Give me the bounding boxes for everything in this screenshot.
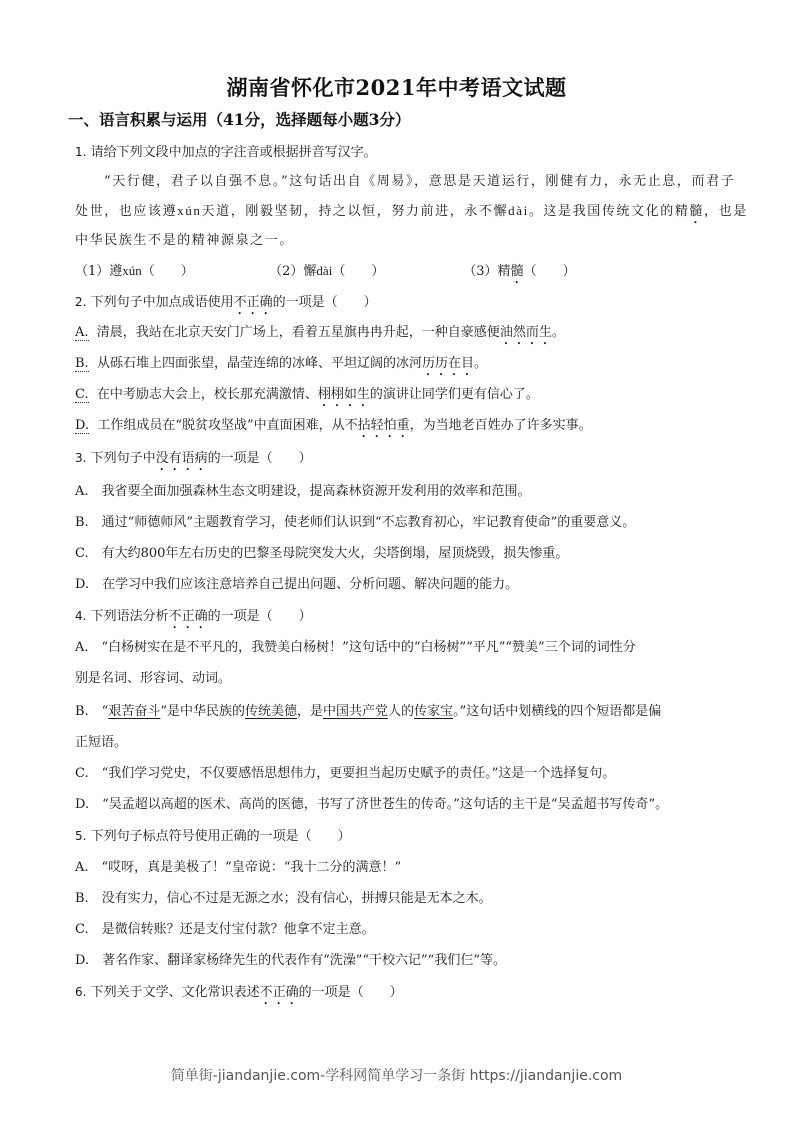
question-2-option-a[interactable]: A. 清晨，我站在北京天安门广场上，看着五星旗冉冉升起，一种自豪感便油然而生。 <box>75 325 565 340</box>
question-2-option-d[interactable]: D. 工作组成员在“脱贫攻坚战”中直面困难，从不拈轻怕重，为当地老百姓办了许多实事。 <box>75 418 592 433</box>
question-5-option-b[interactable]: B. 没有实力，信心不过是无源之水；没有信心，拼搏只能是无本之木。 <box>75 891 492 906</box>
passage-line-2: 处世，也应该遵xún天道，刚毅坚韧，持之以恒，努力前进，永不懈dài。这是我国传统文化的精髓，也是 <box>75 203 748 219</box>
answer-blank[interactable]: （ ） <box>332 264 385 279</box>
passage-line-1: “天行健，君子以自强不息。”这句话出自《周易》，意思是天道运行，刚健有力，永无止息，而君子 <box>104 174 736 189</box>
subitem-1: （1）遵xún（ ） <box>75 263 194 279</box>
question-4-option-d[interactable]: D. “吴孟超以高超的医术、高尚的医德，书写了济世苍生的传奇。”这句话的主干是“吴孟超书写传奇”。 <box>75 797 669 812</box>
question-1-subitems <box>75 262 576 287</box>
section-heading: 一、语言积累与运用（41分，选择题每小题3分） <box>68 110 411 129</box>
question-5-option-c[interactable]: C. 是微信转账？还是支付宝付款？他拿不定主意。 <box>75 922 375 937</box>
question-5-option-d[interactable]: D. 著名作家、翻译家杨绛先生的代表作有“洗澡”“干校六记”“我们仨”等。 <box>75 953 506 968</box>
question-1-stem: 1. 请给下列文段中加点的字注音或根据拼音写汉字。 <box>75 145 377 160</box>
question-3-stem: 3. 下列句子中没有语病的一项是（ ） <box>75 451 312 466</box>
question-2-option-b[interactable]: B. 从砾石堆上四面张望，晶莹连绵的冰峰、平坦辽阔的冰河历历在目。 <box>75 356 487 371</box>
question-6-stem: 6. 下列关于文学、文化常识表述不正确的一项是（ ） <box>75 985 403 1000</box>
answer-blank[interactable]: （ ） <box>523 264 576 279</box>
question-4-option-c[interactable]: C. “我们学习党史，不仅要感悟思想伟力，更要担当起历史赋予的责任。”这是一个选择复句。 <box>75 766 616 781</box>
subitem-2: （2）懈dài（ ） <box>269 263 385 279</box>
question-4-option-b-cont: 正短语。 <box>75 735 128 750</box>
question-number: 1. <box>75 145 87 159</box>
question-3-option-b[interactable]: B. 通过“师德师风”主题教育学习，使老师们认识到“不忘教育初心，牢记教育使命”的重要意义。 <box>75 515 636 530</box>
answer-blank[interactable]: （ ） <box>141 264 194 279</box>
question-4-option-a-cont: 别是名词、形容词、动词。 <box>75 671 232 686</box>
page-title: 湖南省怀化市2021年中考语文试题 <box>226 75 567 100</box>
question-3-option-c[interactable]: C. 有大约800年左右历史的巴黎圣母院突发大火，尖塔倒塌，屋顶烧毁，损失惨重。 <box>75 546 569 561</box>
question-4-option-b[interactable]: B. “艰苦奋斗”是中华民族的传统美德，是中国共产党人的传家宝。”这句话中划横线的四个短语都是偏 <box>75 704 662 719</box>
question-3-option-d[interactable]: D. 在学习中我们应该注意培养自己提出问题、分析问题、解决问题的能力。 <box>75 577 519 592</box>
question-2-option-c[interactable]: C. 在中考励志大会上，校长那充满激情、栩栩如生的演讲让同学们更有信心了。 <box>75 387 539 402</box>
emphasized-char: 髓 <box>689 204 705 219</box>
question-5-stem: 5. 下列句子标点符号使用正确的一项是（ ） <box>75 829 351 844</box>
page-footer-watermark: 简单街-jiandanjie.com-学科网简单学习一条街 https://jiandanjie.com <box>170 1068 623 1084</box>
question-3-option-a[interactable]: A. 我省要全面加强森林生态文明建设，提高森林资源开发利用的效率和范围。 <box>75 484 531 499</box>
question-4-stem: 4. 下列语法分析不正确的一项是（ ） <box>75 609 312 624</box>
question-5-option-a[interactable]: A. “哎呀，真是美极了！”皇帝说：“我十二分的满意！” <box>75 860 402 875</box>
question-2-stem: 2. 下列句子中加点成语使用不正确的一项是（ ） <box>75 295 377 310</box>
question-4-option-a[interactable]: A. “白杨树实在是不平凡的，我赞美白杨树！”这句话中的“白杨树”“平凡”“赞美”三个词的词性分 <box>75 640 636 655</box>
passage-line-3: 中华民族生不是的精神源泉之一。 <box>75 233 295 248</box>
subitem-3: （3）精髓（ ） <box>463 264 576 279</box>
